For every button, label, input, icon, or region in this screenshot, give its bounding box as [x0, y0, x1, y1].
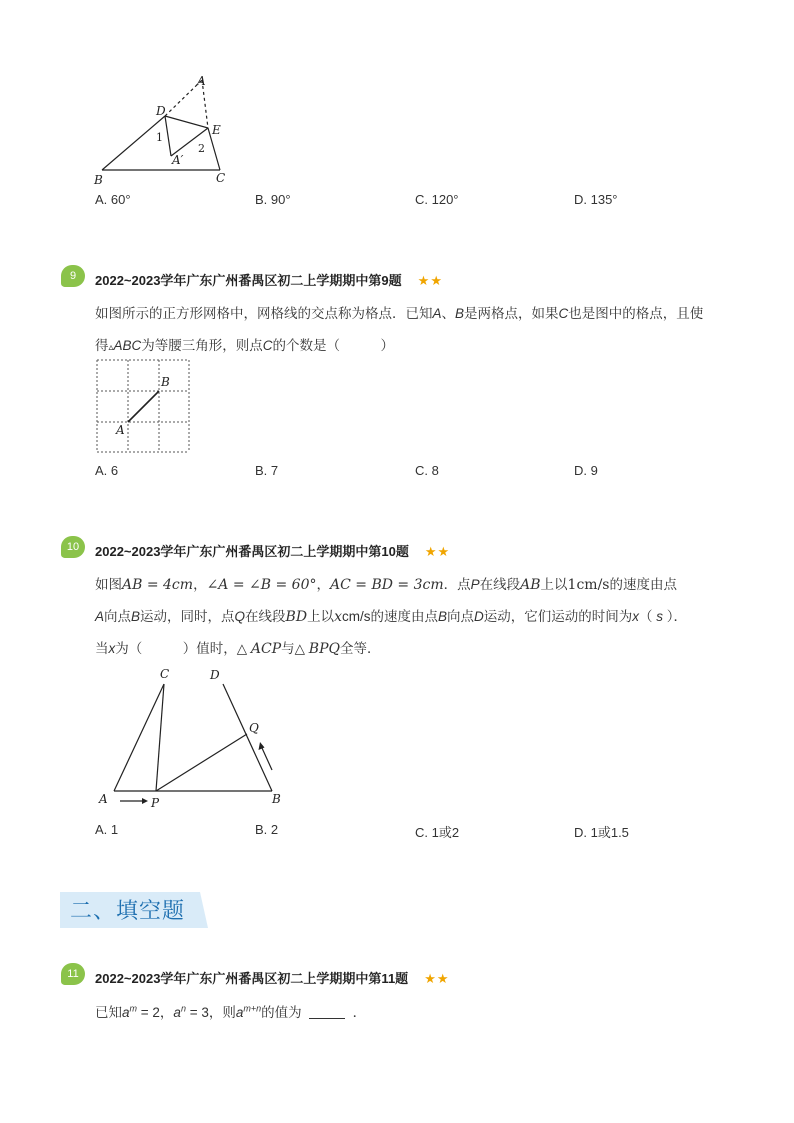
q11-stem-line-1: [95, 1001, 366, 1021]
q10-math: BPQ: [308, 641, 340, 657]
q10-text: 上以: [307, 609, 335, 624]
q10-var: x: [632, 609, 639, 624]
arrow-p-head-icon: [142, 798, 148, 804]
q10-text: 的速度由点: [609, 577, 677, 592]
segment-da-prime: [165, 116, 171, 156]
q10-text: 上以: [540, 577, 568, 592]
label-a: A: [197, 74, 206, 88]
label-c: C: [160, 667, 170, 681]
q9-choice-d[interactable]: D. 9: [574, 463, 598, 478]
q9-stem-line-1: [95, 302, 703, 322]
q10-text: ，: [193, 577, 207, 592]
q11-text: 已知: [95, 1005, 122, 1020]
q10-var: A: [95, 609, 105, 624]
q10-text: 如图: [95, 577, 122, 592]
q9-text: 的个数是（ ）: [272, 338, 395, 353]
q9-grid-figure: [95, 358, 193, 456]
section-title: 二、填空题: [70, 899, 186, 924]
q10-var: B: [437, 609, 447, 624]
q10-var: B: [131, 609, 141, 624]
q9-text: 、: [441, 306, 456, 321]
q9-text: 也是图中的格点，且使: [568, 306, 704, 321]
segment-ab: [128, 391, 159, 422]
q10-quadrilateral-figure: [92, 662, 292, 814]
q10-var: P: [470, 577, 480, 592]
label-p: P: [151, 796, 160, 810]
label-a: A: [99, 792, 108, 806]
q11-text: = 2，: [137, 1005, 174, 1020]
q10-choice-b[interactable]: B. 2: [255, 822, 279, 837]
q11-title-text: 2022~2023学年广东广州番禺区初二上学期期中第11题: [95, 971, 409, 986]
q11-exponent: m+n: [243, 1003, 262, 1014]
label-b: B: [272, 792, 281, 806]
arrow-q-head-icon: [259, 742, 265, 750]
q11-number-badge: 11: [61, 963, 85, 985]
q10-choice-c[interactable]: C. 1或2: [415, 825, 460, 840]
q9-text: 为等腰三角形，则点: [141, 338, 263, 353]
q10-text: 全等．: [339, 641, 381, 656]
segment-de: [165, 116, 208, 128]
q10-text: ．点: [443, 577, 471, 592]
q11-difficulty-stars: ★★: [424, 971, 450, 986]
q10-var: s: [656, 609, 663, 624]
q11-title: [95, 968, 450, 987]
q9-var-abc: ABC: [113, 338, 142, 353]
q10-var: Q: [234, 609, 246, 624]
q10-text: 在线段: [479, 577, 521, 592]
q9-text: 是两格点，如果: [464, 306, 559, 321]
q10-math: AB = 4cm: [122, 577, 194, 593]
q10-math: AB: [520, 577, 541, 593]
label-d: D: [156, 104, 166, 118]
label-c: C: [216, 171, 226, 185]
q11-base: a: [122, 1005, 130, 1020]
q10-var: D: [473, 609, 484, 624]
q9-title-text: 2022~2023学年广东广州番禺区初二上学期期中第9题: [95, 273, 402, 288]
label-angle-2: 2: [198, 142, 205, 155]
label-d: D: [210, 668, 220, 682]
label-b: B: [161, 375, 170, 389]
q11-text: = 3，则: [185, 1005, 236, 1020]
triangle-symbol-icon: ▵: [108, 342, 114, 353]
label-q: Q: [249, 721, 259, 735]
label-angle-1: 1: [156, 131, 163, 144]
q10-difficulty-stars: ★★: [424, 544, 451, 559]
q10-text: （: [638, 609, 657, 624]
segment-bd: [223, 684, 272, 791]
q11-base: a: [235, 1005, 244, 1020]
q8-choice-a[interactable]: A. 60°: [95, 192, 131, 207]
q9-stem-line-2: [95, 334, 394, 354]
q10-title: [95, 541, 450, 560]
q8-choice-d[interactable]: D. 135°: [574, 192, 618, 207]
q10-text: 向点: [104, 609, 132, 624]
q10-choice-d[interactable]: D. 1或1.5: [574, 825, 629, 840]
q10-math: ACP: [250, 641, 282, 657]
q10-text: cm/s的速度由点: [341, 609, 438, 624]
q10-text: 向点: [446, 609, 474, 624]
q11-text: 的值为: [261, 1005, 302, 1020]
q10-number-badge: 10: [61, 536, 85, 558]
q9-number-badge: 9: [61, 265, 85, 287]
q9-text: 得: [95, 338, 109, 353]
q11-base: a: [173, 1005, 181, 1020]
q8-triangle-figure: [90, 70, 240, 188]
segment-pq: [156, 734, 247, 791]
q8-choice-c[interactable]: C. 120°: [415, 192, 459, 207]
q10-text: 当: [95, 641, 109, 656]
q9-var-b: B: [455, 306, 465, 321]
q9-title: [95, 270, 443, 289]
q9-var-a: A: [432, 306, 442, 321]
q11-answer-blank[interactable]: [309, 1006, 345, 1019]
q11-exponent: m: [129, 1003, 138, 1014]
q9-choice-a[interactable]: A. 6: [95, 463, 119, 478]
label-b: B: [94, 173, 103, 187]
q9-text: 如图所示的正方形网格中，网格线的交点称为格点．已知: [95, 306, 433, 321]
q10-text: 为（ ）值时，△: [115, 641, 251, 656]
segment-ac: [114, 684, 164, 791]
q10-text: 运动，同时，点: [140, 609, 235, 624]
q10-text: 在线段: [245, 609, 286, 624]
arrow-q-motion-icon: [262, 748, 272, 770]
q8-choice-b[interactable]: B. 90°: [255, 192, 291, 207]
q10-math: 1cm/s: [567, 577, 610, 593]
q9-var-c: C: [262, 338, 273, 353]
segment-cp: [156, 684, 164, 791]
q10-math: AC = BD = 3cm: [330, 577, 444, 593]
q11-exponent: n: [180, 1003, 186, 1014]
q9-var-c: C: [558, 306, 569, 321]
q10-math: x: [334, 609, 342, 625]
q10-stem-line-2: [95, 605, 687, 625]
q10-text: ，: [316, 577, 330, 592]
q10-text: ）．: [663, 609, 688, 624]
q10-text: 运动，它们运动的时间为: [483, 609, 633, 624]
q9-choice-b[interactable]: B. 7: [255, 463, 279, 478]
q10-var: x: [108, 641, 116, 656]
q10-stem-line-1: [95, 573, 677, 593]
label-a-prime: A′: [172, 153, 184, 167]
q9-choice-c[interactable]: C. 8: [415, 463, 439, 478]
q9-difficulty-stars: ★★: [417, 273, 443, 288]
q10-title-text: 2022~2023学年广东广州番禺区初二上学期期中第10题: [95, 544, 409, 559]
q10-choice-a[interactable]: A. 1: [95, 822, 119, 837]
label-a: A: [116, 423, 125, 437]
q10-stem-line-3: [95, 637, 380, 657]
q11-text: ．: [352, 1005, 367, 1020]
q10-text: 与△: [281, 641, 309, 656]
q10-math: BD: [285, 609, 308, 625]
q10-math: ∠A = ∠B = 60°: [206, 577, 317, 593]
label-e: E: [212, 123, 221, 137]
